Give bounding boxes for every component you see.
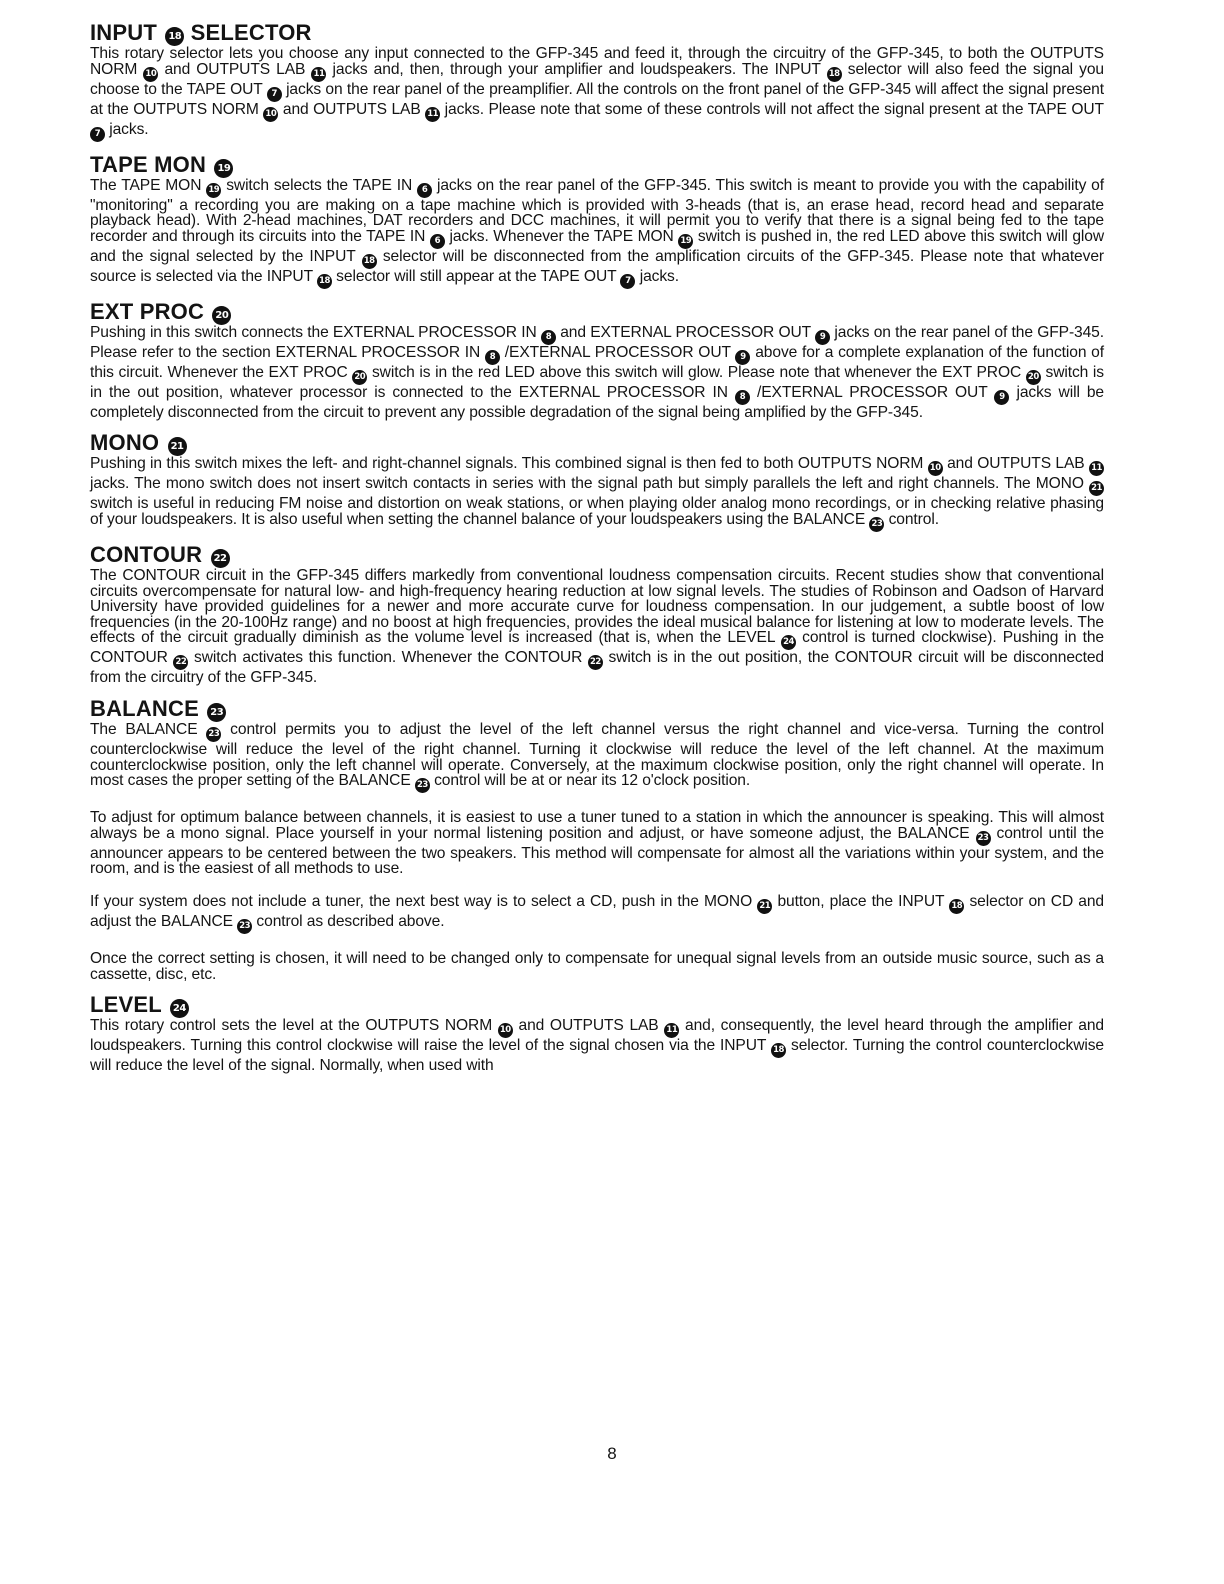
reference-number-badge: 18 [165, 27, 184, 46]
section-input [90, 20, 1104, 142]
reference-number-badge: 22 [588, 655, 603, 670]
manual-page [90, 20, 1104, 1074]
reference-number-badge: 8 [485, 350, 500, 365]
section-contour [90, 542, 1104, 686]
paragraph: If your system does not include a tuner, the next best way is to select a CD, push in the MONO 21 button, place the INPUT 18 selector on CD and adjust the BALANCE 23 control as described above. [90, 894, 1104, 934]
section-heading: INPUT 18 SELECTOR [90, 20, 312, 45]
section-heading: TAPE MON 19 [90, 152, 1104, 178]
reference-number-badge: 23 [237, 919, 252, 934]
reference-number-badge: 18 [317, 274, 332, 289]
section-level [90, 992, 1104, 1074]
paragraph: Once the correct setting is chosen, it will need to be changed only to compensate for unequal signal levels from an outside music source, such as a cassette, disc, etc. [90, 949, 1104, 983]
reference-number-badge: 21 [757, 899, 772, 914]
reference-number-badge: 21 [1089, 481, 1104, 496]
reference-number-badge: 20 [352, 370, 367, 385]
reference-number-badge: 6 [430, 234, 445, 249]
reference-number-badge: 11 [664, 1023, 679, 1038]
paragraph: Pushing in this switch connects the EXTERNAL PROCESSOR IN 8 and EXTERNAL PROCESSOR OUT 9 jacks on the rear panel of the GFP-345. Please refer to the section EXTERNAL PROCESSOR IN 8 /EXTERNAL PROCESSOR OUT 9 above for a complete explanation of the function of this circuit. Whenever the EXT PROC 20 switch is in the red LED above this switch will glow. Please note that whenever the EXT PROC 20 switch is in the out position, whatever processor is connected to the EXTERNAL PROCESSOR IN 8 /EXTERNAL PROCESSOR OUT 9 jacks will be completely disconnected from the circuit to prevent any possible degradation of the signal being amplified by the GFP-345. [90, 323, 1104, 421]
paragraph: The BALANCE 23 control permits you to adjust the level of the left channel versus the right channel and vice-versa. Turning the control counterclockwise will reduce the level of the right channel. Turning it clockwise will reduce the level of the left channel. At the maximum counterclockwise position, only the left channel will operate. Conversely, at the maximum clockwise position, only the right channel will operate. In most cases the proper setting of the BALANCE 23 control will be at or near its 12 o'clock position. [90, 722, 1104, 793]
reference-number-badge: 24 [781, 635, 796, 650]
reference-number-badge: 18 [362, 254, 377, 269]
reference-number-badge: 24 [170, 999, 189, 1018]
reference-number-badge: 18 [771, 1043, 786, 1058]
page-number: 8 [607, 1444, 617, 1463]
section-balance [90, 696, 1104, 982]
reference-number-badge: 11 [425, 107, 440, 122]
section-heading: LEVEL 24 [90, 992, 1104, 1018]
reference-number-badge: 10 [498, 1023, 513, 1038]
reference-number-badge: 18 [827, 67, 842, 82]
reference-number-badge: 10 [263, 107, 278, 122]
reference-number-badge: 9 [994, 390, 1009, 405]
reference-number-badge: 11 [311, 67, 326, 82]
section-heading: MONO 21 [90, 430, 1104, 456]
section-tape-mon [90, 152, 1104, 289]
reference-number-badge: 9 [815, 330, 830, 345]
reference-number-badge: 20 [1026, 370, 1041, 385]
reference-number-badge: 23 [415, 778, 430, 793]
reference-number-badge: 18 [949, 899, 964, 914]
reference-number-badge: 22 [211, 549, 230, 568]
reference-number-badge: 23 [207, 703, 226, 722]
section-mono [90, 430, 1104, 532]
reference-number-badge: 7 [90, 127, 105, 142]
paragraph: This rotary selector lets you choose any input connected to the GFP-345 and feed it, through the circuitry of the GFP-345, to both the OUTPUTS NORM 10 and OUTPUTS LAB 11 jacks and, then, through your amplifier and loudspeakers. The INPUT 18 selector will also feed the signal you choose to the TAPE OUT 7 jacks on the rear panel of the preamplifier. All the controls on the front panel of the GFP-345 will affect the signal present at the OUTPUTS NORM 10 and OUTPUTS LAB 11 jacks. Please note that some of these controls will not affect the signal present at the TAPE OUT 7 jacks. [90, 46, 1104, 142]
reference-number-badge: 19 [678, 234, 693, 249]
reference-number-badge: 6 [417, 183, 432, 198]
section-heading: BALANCE 23 [90, 696, 1104, 722]
reference-number-badge: 11 [1089, 461, 1104, 476]
section-heading: EXT PROC 20 [90, 299, 1104, 325]
reference-number-badge: 19 [206, 183, 221, 198]
paragraph: The TAPE MON 19 switch selects the TAPE IN 6 jacks on the rear panel of the GFP-345. This switch is meant to provide you with the capability of "monitoring" a recording you are making on a tape machine which is provided with 3-heads (that is, an erase head, record head and separate playback head). With 2-head machines, DAT recorders and DCC machines, it will permit you to verify that there is a signal being fed to the tape recorder and through its circuits into the TAPE IN 6 jacks. Whenever the TAPE MON 19 switch is pushed in, the red LED above this switch will glow and the signal selected by the INPUT 18 selector will be disconnected from the amplification circuits of the GFP-345. Please note that whatever source is selected via the INPUT 18 selector will still appear at the TAPE OUT 7 jacks. [90, 178, 1104, 289]
reference-number-badge: 9 [735, 350, 750, 365]
reference-number-badge: 19 [214, 159, 233, 178]
paragraph: The CONTOUR circuit in the GFP-345 differs markedly from conventional loudness compensation circuits. Recent studies show that conventional circuits overcompensate for natural low- and high-frequency hearing reduction at low signal levels. The studies of Robinson and Oadson of Harvard University have provided guidelines for a newer and more accurate curve for loudness compensation. In our judgement, a subtle boost of low frequencies (in the 20-100Hz range) and no boost at high frequencies, provides the ideal musical balance for listening at low to moderate levels. The effects of the circuit gradually diminish as the volume level is increased (that is, when the LEVEL 24 control is turned clockwise). Pushing in the CONTOUR 22 switch activates this function. Whenever the CONTOUR 22 switch is in the out position, the CONTOUR circuit will be disconnected from the circuitry of the GFP-345. [90, 566, 1104, 687]
reference-number-badge: 7 [620, 274, 635, 289]
section-ext-proc [90, 299, 1104, 421]
reference-number-badge: 8 [541, 330, 556, 345]
reference-number-badge: 23 [976, 831, 991, 846]
reference-number-badge: 23 [869, 517, 884, 532]
paragraph: To adjust for optimum balance between channels, it is easiest to use a tuner tuned to a station in which the announcer is speaking. This will almost always be a mono signal. Place yourself in your normal listening position and adjust, or have someone adjust, the BALANCE 23 control until the announcer appears to be centered between the two speakers. This method will compensate for almost all the variations within your system, and the room, and is the easiest of all methods to use. [90, 809, 1104, 878]
reference-number-badge: 7 [267, 87, 282, 102]
paragraph: This rotary control sets the level at the OUTPUTS NORM 10 and OUTPUTS LAB 11 and, consequently, the level heard through the amplifier and loudspeakers. Turning this control clockwise will raise the level of the signal chosen via the INPUT 18 selector. Turning the control counterclockwise will reduce the level of the signal. Normally, when used with [90, 1017, 1104, 1075]
reference-number-badge: 10 [143, 67, 158, 82]
reference-number-badge: 21 [168, 437, 187, 456]
reference-number-badge: 22 [173, 655, 188, 670]
section-heading: CONTOUR 22 [90, 542, 1104, 568]
reference-number-badge: 20 [212, 306, 231, 325]
paragraph: Pushing in this switch mixes the left- and right-channel signals. This combined signal is then fed to both OUTPUTS NORM 10 and OUTPUTS LAB 11 jacks. The mono switch does not insert switch contacts in series with the signal path but simply parallels the left and right channels. The MONO 21 switch is useful in reducing FM noise and distortion on weak stations, or when playing older analog mono recordings, or in checking relative phasing of your loudspeakers. It is also useful when setting the channel balance of your loudspeakers using the BALANCE 23 control. [90, 456, 1104, 532]
reference-number-badge: 8 [735, 390, 750, 405]
reference-number-badge: 23 [206, 727, 221, 742]
reference-number-badge: 10 [928, 461, 943, 476]
